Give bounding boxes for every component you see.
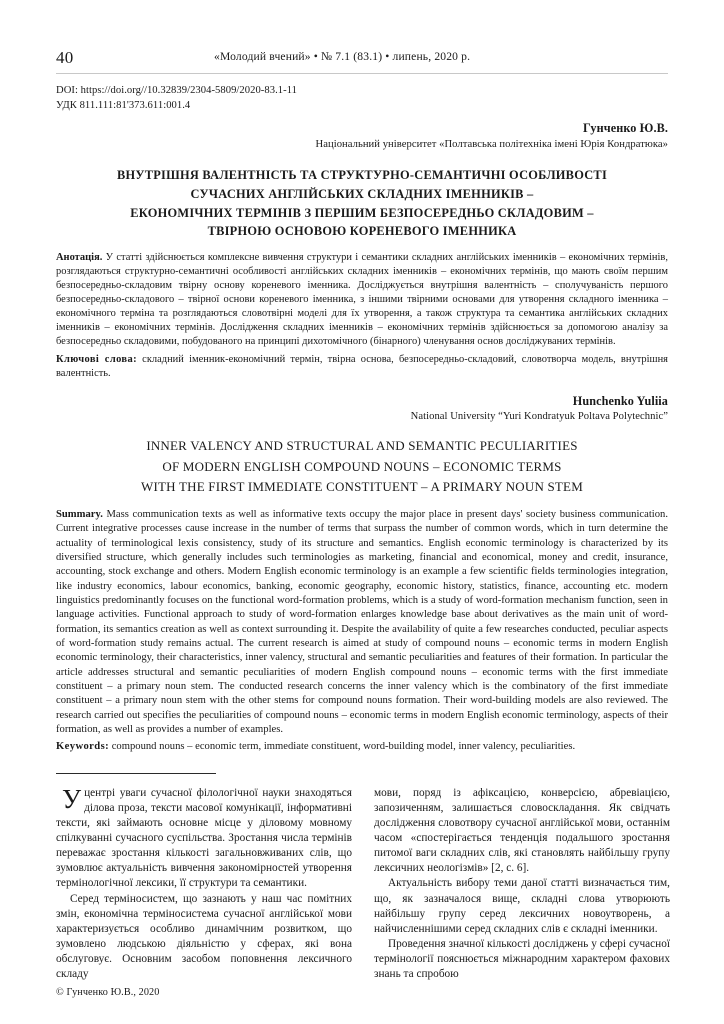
summary-en-paragraph xyxy=(56,508,668,738)
body-columns xyxy=(56,783,670,983)
author-name-uk: Гунченко Ю.В. xyxy=(583,121,668,136)
title-line: OF MODERN ENGLISH COMPOUND NOUNS – ECONOMIC TERMS xyxy=(162,458,562,474)
keywords-uk-label: Ключові слова: xyxy=(56,353,137,365)
keywords-en-text: compound nouns – economic term, immediate constituent, word-building model, inner valency, peculiarities. xyxy=(109,741,576,753)
footnote-separator xyxy=(56,773,216,774)
abstract-uk-label: Анотація. xyxy=(56,252,103,264)
udk-line: УДК 811.111:81'373.611:001.4 xyxy=(56,100,191,112)
keywords-uk-text: складний іменник-економічний термін, твірна основа, безпосередньо-складовий, словотворча модель, внутрішня валентність. xyxy=(56,353,668,379)
summary-en xyxy=(56,508,668,755)
identifier-block xyxy=(56,83,668,113)
article-title-uk xyxy=(56,166,668,241)
title-line: INNER VALENCY AND STRUCTURAL AND SEMANTIC PECULIARITIES xyxy=(146,438,578,454)
title-line: ТВІРНОЮ ОСНОВОЮ КОРЕНЕВОГО ІМЕННИКА xyxy=(207,224,517,239)
copyright-line: © Гунченко Ю.В., 2020 xyxy=(56,987,160,998)
running-head-divider xyxy=(56,73,668,74)
author-affiliation-uk: Національний університет «Полтавська політехніка імені Юрія Кондратюка» xyxy=(315,138,668,150)
article-title-en xyxy=(56,436,668,496)
body-column-left xyxy=(56,783,352,983)
author-affiliation-en: National University “Yuri Kondratyuk Poltava Polytechnic” xyxy=(410,411,668,423)
abstract-uk-paragraph xyxy=(56,251,668,349)
body-paragraph: Актуальність вибору теми даної статті визначається тим, що, як зазначалося вище, складні слова утворюють найбільшу групу серед лексичних новоутворень, а найчисленнішими серед складних слів є складні іменники. xyxy=(374,877,670,935)
page-number: 40 xyxy=(56,48,74,67)
summary-en-label: Summary. xyxy=(56,508,103,520)
body-paragraph: Серед терміносистем, що зазнають у наш час помітних змін, економічна терміносистема сучасної англійської мови характеризується особливо динамічним розвитком, що зумовлено людською діяльністю у сферах, які вона обслуговує. Основним засобом поповнення лексичного складу xyxy=(56,892,352,981)
doi-line: DOI: https://doi.org//10.32839/2304-5809/2020-83.1-11 xyxy=(56,85,298,96)
summary-en-text: Mass communication texts as well as informative texts occupy the major place in present days' society business communication. Current integrative processes cause increase in the number of terms that surpass the number of common words, which in turn determine the actuality of terminological lexis consistency, study of its structure and semantics. English economic terminology is characterized by its diversified structure, which generally includes such terminologies as marketing, financial and economical, money and credit, insurance, accounting, stock exchange and others. Modern English economic terminology is an example a few scientific fields terminologies integration, like industry economics, labour economics, banking, economic geography, economic history, statistics, finance, accounting etc. modern linguistics predominantly focuses on the functional word-formation problems, which is a study of word-formation mechanism function, seen in language activities. Functional approach to study of word-formation enlarges knowledge base about derivatives as the main unit of word-formation, its semantics creation as well as context surrounding it. Despite the availability of quite a few researches conducted, peculiar aspects of word-formation study remains actual. The current research is aimed at study of compound nouns – economic terms in modern English economic terminology, their characteristics, inner valency, structural and semantic peculiarities and features of their formation. In particular the article addresses structural and semantic peculiarities of modern English compound nouns – economic terms with the first immediate constituent – a primary noun stem. The conducted research concerns the inner valency which is the combinatory of the first immediate constituent – a primary noun stem with the other stems for compound nouns formation. Their word-building models are also reviewed. The research carried out specifies the peculiarities of compound nouns – economic terms in modern English economic terminology, aspects of their formation, as well as provides a number of examples. xyxy=(56,508,668,735)
title-line: СУЧАСНИХ АНГЛІЙСЬКИХ СКЛАДНИХ ІМЕННИКІВ – xyxy=(190,186,534,201)
title-line: ВНУТРІШНЯ ВАЛЕНТНІСТЬ ТА СТРУКТУРНО-СЕМАНТИЧНІ ОСОБЛИВОСТІ xyxy=(116,167,608,182)
author-block-uk xyxy=(56,120,668,152)
keywords-uk xyxy=(56,353,668,381)
author-name-en: Hunchenko Yuliia xyxy=(572,393,668,408)
body-paragraph: Проведення значної кількості досліджень у сфері сучасної термінології пояснюється міжнародним характером фахових знань та спробою xyxy=(374,937,670,981)
title-line: WITH THE FIRST IMMEDIATE CONSTITUENT – A PRIMARY NOUN STEM xyxy=(141,478,583,494)
body-paragraph-text: центрі уваги сучасної філологічної науки знаходяться ділова проза, тексти масової комунікації, інформативні тексти, які займають основне місце у діловому мовному спілкуванні сучасного суспільства. Зростання числа термінів переважає зростання кількості загальновживаних слів, що зумовлює актуальність вивчення закономірностей утворення термінологічної лексики, її структури та семантики. xyxy=(56,786,352,890)
journal-citation-line: «Молодий вчений» • № 7.1 (83.1) • липень, 2020 р. xyxy=(214,50,471,63)
keywords-en xyxy=(56,740,668,754)
body-paragraph xyxy=(56,783,352,892)
title-line: ЕКОНОМІЧНИХ ТЕРМІНІВ З ПЕРШИМ БЕЗПОСЕРЕДНЬО СКЛАДОВИМ – xyxy=(130,205,594,220)
keywords-en-label: Keywords: xyxy=(56,741,110,753)
body-column-right xyxy=(374,786,670,983)
body-paragraph: мови, поряд із афіксацією, конверсією, абревіацією, запозиченням, залишається словоскладання. Як свідчать дослідження словотвору сучасної англійської мови, останнім часом «спостерігається тенденція подальшого зростання питомої ваги складних слів, які становлять найбільшу групу лексичних неологізмів» [2, с. 6]. xyxy=(374,786,670,875)
author-block-en xyxy=(56,393,668,425)
abstract-uk-text: У статті здійснюється комплексне вивчення структури і семантики складних англійських іменників – економічних термінів, розглядаються структурно-семантичні особливості англійських складних іменників – економічних термінів, що мають своїм першим безпосередньо-складовим твірну основу кореневого іменника. Досліджується внутрішня валентність – сполучуваність першого безпосередньо-складового – твірної основи кореневого іменника, з іншими твірними основами для утворення складного іменника – економічного терміна та розглядаються словотвірні моделі для їх утворення, а також структура та семантика англійських складних іменників – економічних термінів. Дослідження складних іменників – економічних термінів здійснюється за допомогою аналізу за безпосередньо складовими, побудованого на принципі дихотомічного (бінарного) членування основ досліджуваних термінів. xyxy=(56,252,668,348)
running-head xyxy=(56,48,668,70)
abstract-uk xyxy=(56,251,668,380)
drop-cap: У xyxy=(62,783,82,814)
